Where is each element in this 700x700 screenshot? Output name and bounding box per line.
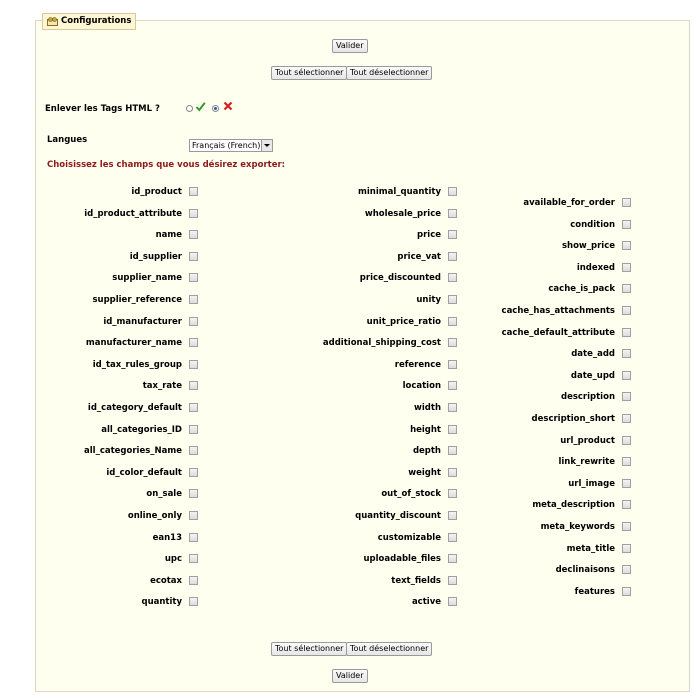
field-row xyxy=(0,294,182,306)
field-checkbox[interactable] xyxy=(189,360,198,369)
field-label: manufacturer_name xyxy=(85,338,182,348)
select-all-button-top[interactable]: Tout sélectionner xyxy=(271,66,347,80)
field-label: all_categories_Name xyxy=(84,446,182,456)
legend-title: Configurations xyxy=(61,16,132,26)
field-checkbox[interactable] xyxy=(189,338,198,347)
field-label: location xyxy=(402,381,441,391)
field-checkbox[interactable] xyxy=(622,436,631,445)
field-row xyxy=(395,564,615,576)
field-checkbox[interactable] xyxy=(622,371,631,380)
field-row xyxy=(0,251,182,263)
field-label: declinaisons xyxy=(555,565,615,575)
field-label: on_sale xyxy=(146,489,182,499)
field-checkbox[interactable] xyxy=(448,533,457,542)
field-row xyxy=(0,575,182,587)
field-checkbox[interactable] xyxy=(622,544,631,553)
field-checkbox[interactable] xyxy=(448,403,457,412)
field-row xyxy=(0,445,182,457)
field-checkbox[interactable] xyxy=(622,198,631,207)
field-label: supplier_reference xyxy=(92,295,182,305)
field-label: id_tax_rules_group xyxy=(92,360,182,370)
field-row xyxy=(0,272,182,284)
field-checkbox[interactable] xyxy=(448,230,457,239)
field-checkbox[interactable] xyxy=(189,533,198,542)
field-checkbox[interactable] xyxy=(189,425,198,434)
field-label: customizable xyxy=(377,533,441,543)
field-row xyxy=(395,521,615,533)
field-label: meta_description xyxy=(532,500,615,510)
html-tags-label: Enlever les Tags HTML ? xyxy=(45,104,160,114)
language-select-value: Français (French) xyxy=(192,141,261,150)
field-label: link_rewrite xyxy=(558,457,615,467)
field-label: upc xyxy=(164,554,182,564)
deselect-all-button-top[interactable]: Tout déselectionner xyxy=(346,66,432,80)
field-checkbox[interactable] xyxy=(189,554,198,563)
field-label: features xyxy=(574,587,615,597)
configurations-legend xyxy=(42,13,136,30)
cross-icon xyxy=(223,101,233,113)
field-label: name xyxy=(155,230,182,240)
field-checkbox[interactable] xyxy=(448,273,457,282)
field-row xyxy=(0,359,182,371)
field-label: tax_rate xyxy=(142,381,182,391)
field-checkbox[interactable] xyxy=(189,576,198,585)
field-checkbox[interactable] xyxy=(622,500,631,509)
field-row xyxy=(395,586,615,598)
field-row xyxy=(395,262,615,274)
field-checkbox[interactable] xyxy=(622,306,631,315)
field-checkbox[interactable] xyxy=(448,511,457,520)
html-tags-no-radio[interactable] xyxy=(212,105,219,112)
chevron-down-icon xyxy=(261,140,272,151)
field-label: id_manufacturer xyxy=(103,317,182,327)
field-checkbox[interactable] xyxy=(622,241,631,250)
field-checkbox[interactable] xyxy=(448,187,457,196)
field-row xyxy=(395,543,615,555)
field-checkbox[interactable] xyxy=(448,489,457,498)
field-label: description xyxy=(560,392,615,402)
field-checkbox[interactable] xyxy=(622,263,631,272)
field-label: online_only xyxy=(127,511,182,521)
field-label: uploadable_files xyxy=(363,554,441,564)
field-checkbox[interactable] xyxy=(448,576,457,585)
field-label: unit_price_ratio xyxy=(366,317,441,327)
html-tags-yes-radio[interactable] xyxy=(186,105,193,112)
field-checkbox[interactable] xyxy=(448,554,457,563)
field-checkbox[interactable] xyxy=(189,187,198,196)
field-row xyxy=(395,219,615,231)
field-label: width xyxy=(414,403,441,413)
field-checkbox[interactable] xyxy=(189,252,198,261)
language-select[interactable] xyxy=(189,139,273,152)
field-label: cache_has_attachments xyxy=(501,306,615,316)
field-label: active xyxy=(411,597,441,607)
field-label: indexed xyxy=(576,263,615,273)
field-checkbox[interactable] xyxy=(448,468,457,477)
deselect-all-button-bottom[interactable]: Tout déselectionner xyxy=(346,642,432,656)
field-checkbox[interactable] xyxy=(448,317,457,326)
field-label: price_vat xyxy=(397,252,441,262)
field-row xyxy=(0,510,182,522)
field-checkbox[interactable] xyxy=(622,349,631,358)
field-checkbox[interactable] xyxy=(189,489,198,498)
field-checkbox[interactable] xyxy=(189,511,198,520)
field-checkbox[interactable] xyxy=(448,446,457,455)
field-label: supplier_name xyxy=(112,273,182,283)
field-label: id_supplier xyxy=(129,252,182,262)
field-checkbox[interactable] xyxy=(189,597,198,606)
field-label: unity xyxy=(416,295,441,305)
select-all-button-bottom[interactable]: Tout sélectionner xyxy=(271,642,347,656)
field-label: quantity xyxy=(141,597,182,607)
field-row xyxy=(0,488,182,500)
validate-button-bottom[interactable]: Valider xyxy=(332,669,368,683)
field-row xyxy=(395,197,615,209)
field-row xyxy=(395,348,615,360)
field-row xyxy=(0,229,182,241)
field-row xyxy=(395,327,615,339)
field-checkbox[interactable] xyxy=(622,220,631,229)
field-checkbox[interactable] xyxy=(189,273,198,282)
field-row xyxy=(395,305,615,317)
field-label: weight xyxy=(408,468,441,478)
field-row xyxy=(0,467,182,479)
field-row xyxy=(395,413,615,425)
field-checkbox[interactable] xyxy=(448,209,457,218)
field-label: url_product xyxy=(560,436,615,446)
field-row xyxy=(0,380,182,392)
field-row xyxy=(395,391,615,403)
field-checkbox[interactable] xyxy=(189,468,198,477)
field-label: out_of_stock xyxy=(381,489,441,499)
field-label: reference xyxy=(394,360,441,370)
export-heading: Choisissez les champs que vous désirez exporter: xyxy=(47,160,286,170)
field-checkbox[interactable] xyxy=(448,338,457,347)
field-checkbox[interactable] xyxy=(622,284,631,293)
field-checkbox[interactable] xyxy=(448,360,457,369)
field-checkbox[interactable] xyxy=(622,328,631,337)
field-label: meta_title xyxy=(566,544,615,554)
field-checkbox[interactable] xyxy=(622,457,631,466)
field-checkbox[interactable] xyxy=(622,414,631,423)
field-label: available_for_order xyxy=(523,198,615,208)
field-label: price xyxy=(417,230,441,240)
field-row xyxy=(0,208,182,220)
field-label: url_image xyxy=(568,479,615,489)
config-icon xyxy=(47,17,58,26)
field-label: id_category_default xyxy=(87,403,182,413)
field-row xyxy=(0,402,182,414)
field-row xyxy=(0,316,182,328)
field-checkbox[interactable] xyxy=(189,230,198,239)
field-row xyxy=(395,499,615,511)
field-checkbox[interactable] xyxy=(189,403,198,412)
field-checkbox[interactable] xyxy=(189,317,198,326)
check-icon xyxy=(195,101,206,114)
field-checkbox[interactable] xyxy=(189,381,198,390)
field-checkbox[interactable] xyxy=(622,392,631,401)
field-label: ecotax xyxy=(150,576,182,586)
field-label: id_product xyxy=(131,187,182,197)
validate-button-top[interactable]: Valider xyxy=(332,39,368,53)
field-checkbox[interactable] xyxy=(189,295,198,304)
field-checkbox[interactable] xyxy=(448,425,457,434)
field-label: date_upd xyxy=(570,371,615,381)
field-label: depth xyxy=(412,446,441,456)
field-label: price_discounted xyxy=(359,273,441,283)
field-row xyxy=(395,240,615,252)
field-row xyxy=(0,596,182,608)
field-label: minimal_quantity xyxy=(358,187,441,197)
field-row xyxy=(395,283,615,295)
field-label: all_categories_ID xyxy=(101,425,182,435)
field-row xyxy=(395,370,615,382)
field-checkbox[interactable] xyxy=(448,295,457,304)
field-label: cache_default_attribute xyxy=(501,328,615,338)
field-row xyxy=(0,337,182,349)
field-checkbox[interactable] xyxy=(448,252,457,261)
field-label: description_short xyxy=(531,414,615,424)
field-checkbox[interactable] xyxy=(622,565,631,574)
field-checkbox[interactable] xyxy=(448,597,457,606)
field-label: show_price xyxy=(561,241,615,251)
field-row xyxy=(0,532,182,544)
field-row xyxy=(395,478,615,490)
field-row xyxy=(395,435,615,447)
field-label: meta_keywords xyxy=(540,522,615,532)
field-label: cache_is_pack xyxy=(548,284,615,294)
field-checkbox[interactable] xyxy=(448,381,457,390)
field-label: date_add xyxy=(571,349,615,359)
field-checkbox[interactable] xyxy=(622,522,631,531)
field-label: quantity_discount xyxy=(355,511,441,521)
field-label: id_color_default xyxy=(106,468,182,478)
field-row xyxy=(0,553,182,565)
field-label: height xyxy=(410,425,441,435)
field-label: text_fields xyxy=(391,576,441,586)
field-row xyxy=(0,424,182,436)
field-row xyxy=(0,186,182,198)
langues-label: Langues xyxy=(47,135,88,145)
field-label: id_product_attribute xyxy=(84,209,182,219)
field-checkbox[interactable] xyxy=(189,446,198,455)
field-label: additional_shipping_cost xyxy=(322,338,441,348)
field-row xyxy=(395,456,615,468)
field-checkbox[interactable] xyxy=(622,479,631,488)
field-label: condition xyxy=(570,220,615,230)
field-label: ean13 xyxy=(152,533,182,543)
field-label: wholesale_price xyxy=(364,209,441,219)
field-checkbox[interactable] xyxy=(622,587,631,596)
field-checkbox[interactable] xyxy=(189,209,198,218)
